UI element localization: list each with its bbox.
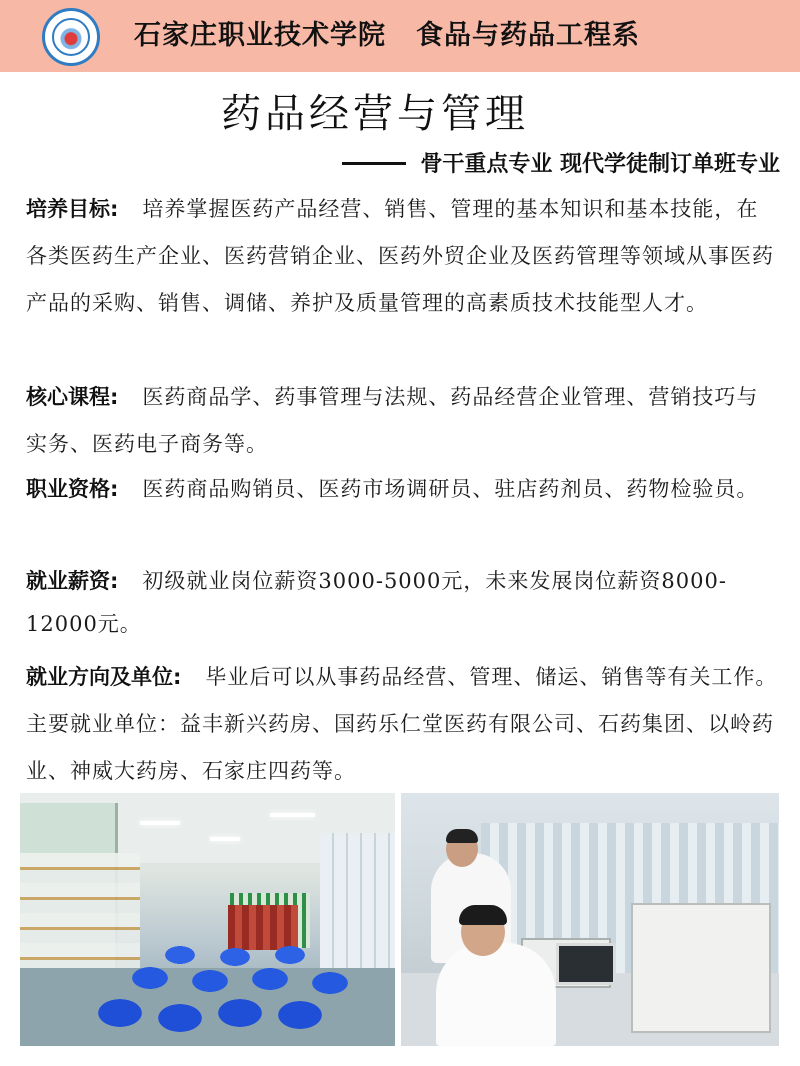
lab-monitor [556,943,616,985]
pharmacy-classroom-photo [20,793,395,1046]
school-logo-emblem [52,18,90,56]
school-logo-icon [42,8,100,66]
seated-person-hair [459,905,507,925]
section-text: 医药商品购销员、医药市场调研员、驻店药剂员、药物检验员。 [142,477,759,501]
page-title: 药品经营与管理 [221,91,529,137]
section-qualifications [26,466,778,513]
section-text: 毕业后可以从事药品经营、管理、储运、销售等有关工作。主要就业单位：益丰新兴药房、国药乐仁堂医药有限公司、石药集团、以岭药业、神威大药房、石家庄四药等。 [26,665,778,783]
header-banner [0,0,800,72]
blue-chairs [60,943,390,1043]
seated-person [436,943,556,1046]
section-text: 医药商品学、药事管理与法规、药品经营企业管理、营销技巧与实务、医药电子商务等。 [26,385,759,456]
section-text: 培养掌握医药产品经营、销售、管理的基本知识和基本技能，在各类医药生产企业、医药营销企业、医药外贸企业及医药管理等领域从事医药产品的采购、销售、调储、养护及质量管理的高素质技术技能型人才。 [26,197,774,315]
section-label: 培养目标: [26,197,119,221]
ceiling-light [140,821,180,825]
lab-instrument [631,903,771,1033]
header-text [134,16,640,56]
section-label: 就业方向及单位: [26,665,182,689]
ceiling-light [210,837,240,841]
section-career-direction [26,654,778,795]
ceiling-light [270,813,315,817]
section-label: 就业薪资: [26,569,119,593]
subtitle-line [342,148,780,182]
section-text: 初级就业岗位薪资3000-5000元，未来发展岗位薪资8000-12000元。 [26,569,727,636]
subtitle-text: 骨干重点专业 现代学徒制订单班专业 [420,152,780,177]
school-name: 石家庄职业技术学院 [134,20,386,51]
section-salary [26,560,778,646]
laboratory-photo [401,793,779,1046]
section-label: 职业资格: [26,477,119,501]
section-training-goal [26,186,778,327]
section-core-courses [26,374,778,468]
department-name: 食品与药品工程系 [416,20,640,51]
standing-person-hair [446,829,478,843]
subtitle-dash [342,162,406,165]
section-label: 核心课程: [26,385,119,409]
